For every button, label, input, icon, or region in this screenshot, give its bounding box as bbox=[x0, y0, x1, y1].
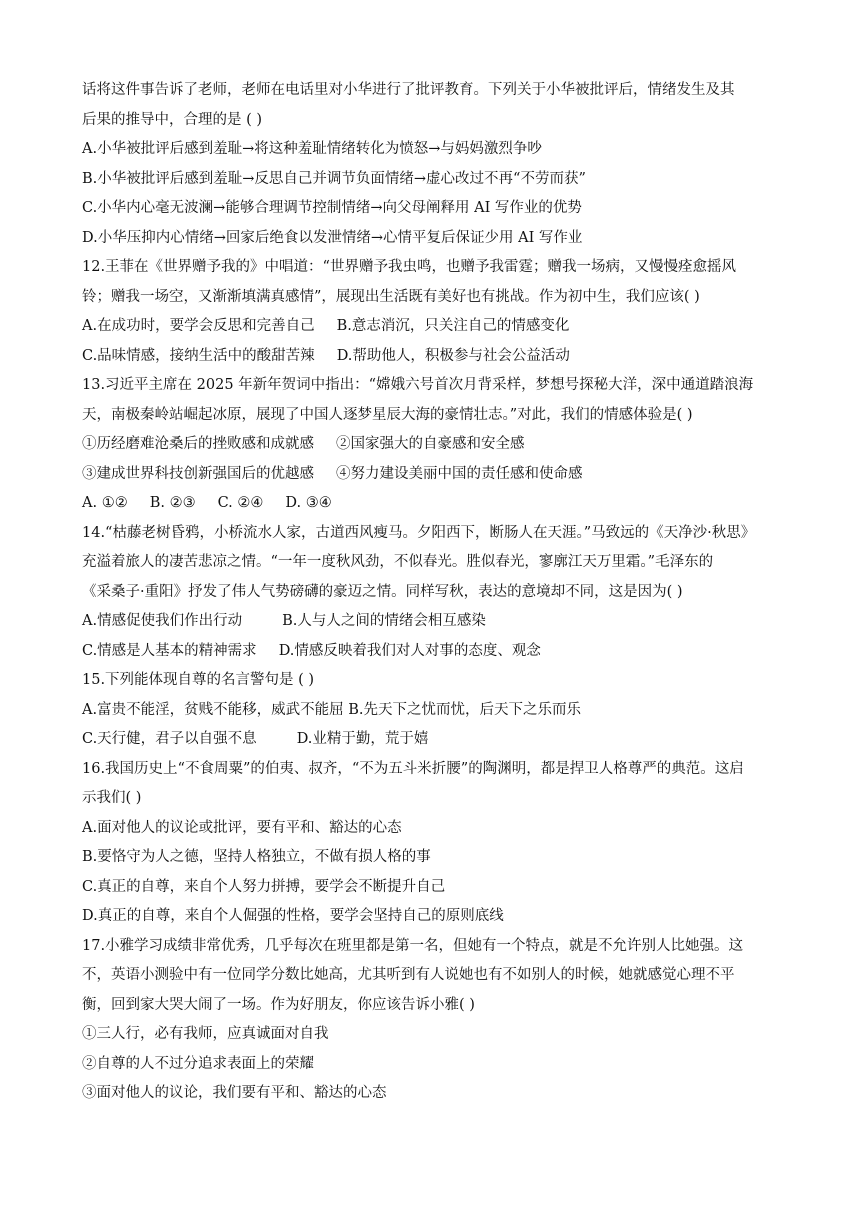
question-12-stem-line: 铃；赠我一场空，又渐渐填满真感情”，展现出生活既有美好也有挑战。作为初中生，我们应该( ) bbox=[82, 288, 700, 305]
question-14-option-b: B.人与人之间的情绪会相互感染 bbox=[282, 613, 486, 629]
question-13-item-4: ④努力建设美丽中国的责任感和使命感 bbox=[336, 465, 583, 482]
question-15-option-b: B.先天下之忧而忧，后天下之乐而乐 bbox=[348, 701, 581, 718]
question-13-items-row bbox=[82, 430, 782, 460]
question-16-option-b: B.要恪守为人之德，坚持人格独立，不做有损人格的事 bbox=[82, 849, 431, 865]
question-11-option-d: D.小华压抑内心情绪→回家后绝食以发泄情绪→心情平复后保证少用 AI 写作业 bbox=[82, 229, 583, 246]
question-11-stem-line: 后果的推导中，合理的是 ( ) bbox=[82, 111, 263, 128]
question-13-stem-line: 天，南极秦岭站崛起冰原，展现了中国人逐梦星辰大海的豪情壮志。”对此，我们的情感体验是( ) bbox=[82, 406, 693, 423]
question-16-stem-line: 示我们( ) bbox=[82, 790, 142, 806]
question-13-stem-line: 13.习近平主席在 2025 年新年贺词中指出：“嫦娥六号首次月背采样，梦想号探秘大洋，深中通道踏浪海 bbox=[82, 377, 754, 393]
question-12-option-d: D.帮助他人，积极参与社会公益活动 bbox=[336, 347, 570, 364]
question-13-item-3: ③建成世界科技创新强国后的优越感 bbox=[82, 465, 314, 482]
question-15-option-c: C.天行健，君子以自强不息 bbox=[82, 731, 257, 747]
question-14-stem-line: 《采桑子·重阳》抒发了伟人气势磅礴的豪迈之情。同样写秋，表达的意境却不同，这是因为( ) bbox=[82, 583, 683, 600]
question-16 bbox=[82, 755, 782, 932]
question-13 bbox=[82, 371, 782, 519]
question-14-option-d: D.情感反映着我们对人对事的态度、观念 bbox=[278, 642, 541, 659]
question-13-answer-a: A. ①② bbox=[82, 495, 128, 511]
question-14-option-a: A.情感促使我们作出行动 bbox=[82, 613, 243, 629]
question-11-option-b: B.小华被批评后感到羞耻→反思自己并调节负面情绪→虚心改过不再“不劳而获” bbox=[82, 170, 586, 187]
question-17-stem-line: 17.小雅学习成绩非常优秀，几乎每次在班里都是第一名，但她有一个特点，就是不允许别人比她强。这 bbox=[82, 937, 744, 954]
question-14-stem-line: 充溢着旅人的凄苦悲凉之情。“一年一度秋风劲，不似春光。胜似春光，寥廓江天万里霜。”毛泽东的 bbox=[82, 554, 714, 570]
question-11-option-a: A.小华被批评后感到羞耻→将这种羞耻情绪转化为愤怒→与妈妈激烈争吵 bbox=[82, 141, 542, 157]
question-14-options-row bbox=[82, 607, 782, 637]
question-17-stem-line: 衡，回到家大哭大闹了一场。作为好朋友，你应该告诉小雅( ) bbox=[82, 996, 475, 1013]
question-14-option-c: C.情感是人基本的精神需求 bbox=[82, 642, 257, 659]
question-13-answer-c: C. ②④ bbox=[217, 495, 264, 511]
question-16-option-d: D.真正的自尊，来自个人倔强的性格，要学会坚持自己的原则底线 bbox=[82, 908, 504, 924]
question-12-options-row bbox=[82, 312, 782, 342]
question-14-stem-line: 14.“枯藤老树昏鸦，小桥流水人家，古道西风瘦马。夕阳西下，断肠人在天涯。”马致远的《天净沙·秋思》 bbox=[82, 524, 756, 541]
question-11-option-c: C.小华内心毫无波澜→能够合理调节控制情绪→向父母阐释用 AI 写作业的优势 bbox=[82, 200, 582, 216]
question-13-answer-d: D. ③④ bbox=[285, 495, 332, 511]
question-12-option-a: A.在成功时，要学会反思和完善自己 bbox=[82, 318, 315, 334]
question-13-item-2: ②国家强大的自豪感和安全感 bbox=[336, 436, 525, 452]
question-17 bbox=[82, 932, 782, 1109]
question-12-options-row bbox=[82, 342, 782, 372]
question-13-answers-row bbox=[82, 489, 782, 519]
question-13-answer-b: B. ②③ bbox=[149, 495, 196, 511]
question-14 bbox=[82, 519, 782, 667]
question-16-stem-line: 16.我国历史上“不食周粟”的伯夷、叔齐，“不为五斗米折腰”的陶渊明，都是捍卫人格尊严的典范。这启 bbox=[82, 760, 744, 777]
exam-page bbox=[82, 76, 782, 1109]
question-15-options-row bbox=[82, 725, 782, 755]
question-17-stem-line: 不，英语小测验中有一位同学分数比她高，尤其听到有人说她也有不如别人的时候，她就感觉心理不平 bbox=[82, 967, 735, 983]
question-11-stem-line: 话将这件事告诉了老师，老师在电话里对小华进行了批评教育。下列关于小华被批评后，情绪发生及其 bbox=[82, 82, 735, 98]
question-15-options-row bbox=[82, 696, 782, 726]
question-12 bbox=[82, 253, 782, 371]
question-14-options-row bbox=[82, 637, 782, 667]
question-17-item-3: ③面对他人的议论，我们要有平和、豁达的心态 bbox=[82, 1085, 387, 1101]
question-11 bbox=[82, 76, 782, 253]
question-12-option-c: C.品味情感，接纳生活中的酸甜苦辣 bbox=[82, 347, 315, 364]
question-15-option-d: D.业精于勤，荒于嬉 bbox=[296, 731, 429, 747]
question-16-option-a: A.面对他人的议论或批评，要有平和、豁达的心态 bbox=[82, 819, 402, 836]
question-15-option-a: A.富贵不能淫，贫贱不能移，威武不能屈 bbox=[82, 701, 344, 718]
question-15 bbox=[82, 666, 782, 755]
question-13-item-1: ①历经磨难沧桑后的挫败感和成就感 bbox=[82, 436, 314, 452]
question-12-option-b: B.意志消沉，只关注自己的情感变化 bbox=[336, 318, 570, 334]
question-16-option-c: C.真正的自尊，来自个人努力拼搏，要学会不断提升自己 bbox=[82, 878, 446, 895]
question-17-item-1: ①三人行，必有我师，应真诚面对自我 bbox=[82, 1026, 329, 1042]
question-13-items-row bbox=[82, 460, 782, 490]
question-15-stem: 15.下列能体现自尊的名言警句是 ( ) bbox=[82, 672, 315, 688]
question-17-item-2: ②自尊的人不过分追求表面上的荣耀 bbox=[82, 1055, 314, 1072]
question-12-stem-line: 12.王菲在《世界赠予我的》中唱道：“世界赠予我虫鸣，也赠予我雷霆；赠我一场病，又慢慢痊愈摇风 bbox=[82, 259, 736, 275]
